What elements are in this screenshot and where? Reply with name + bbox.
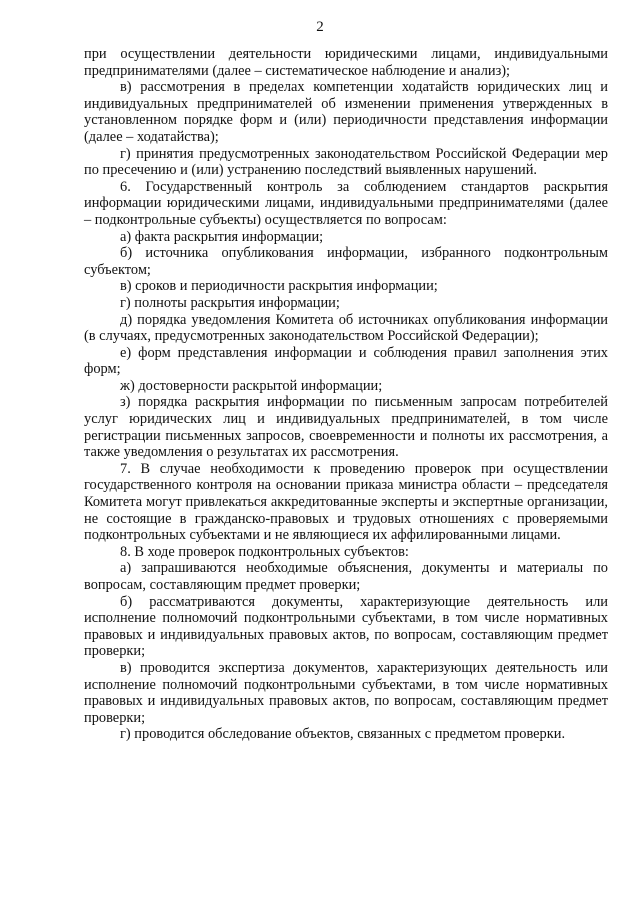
paragraph-8-b: б) рассматриваются документы, характеризующие деятельность или исполнение полномочий подконтрольными субъектами, в том числе нормативных правовых и индивидуальных правовых актов, по вопросам, составляющим предмет проверки;: [84, 593, 608, 660]
page-number: 2: [316, 19, 324, 35]
paragraph-6-g: г) полноты раскрытия информации;: [120, 294, 340, 311]
document-body: [84, 46, 608, 743]
paragraph-6: 6. Государственный контроль за соблюдением стандартов раскрытия информации юридическими лицами, индивидуальными предпринимателями (далее – подконтрольные субъекты) осуществляется по вопросам:: [84, 178, 608, 228]
paragraph-item-g-measures: г) принятия предусмотренных законодательством Российской Федерации мер по пресечению и (или) устранению последствий выявленных нарушений.: [84, 145, 608, 179]
paragraph-6-b: б) источника опубликования информации, избранного подконтрольным субъектом;: [84, 245, 608, 278]
paragraph-8: 8. В ходе проверок подконтрольных субъектов:: [120, 543, 409, 560]
paragraph-7: 7. В случае необходимости к проведению проверок при осуществлении государственного контроля на основании приказа министра области – председателя Комитета могут привлекаться аккредитованные эксперты и экспертные организации, не состоящие в гражданско-правовых и трудовых отношениях с проверяемыми подконтрольных субъектами и не являющиеся их аффилированными лицами.: [84, 460, 608, 544]
paragraph-6-zh: ж) достоверности раскрытой информации;: [120, 377, 383, 394]
paragraph-item-v-petitions: в) рассмотрения в пределах компетенции ходатайств юридических лиц и индивидуальных предпринимателей об изменении применения утвержденных в установленном порядке форм и (или) периодичности представления информации (далее – ходатайства);: [84, 79, 608, 145]
paragraph-8-a: а) запрашиваются необходимые объяснения, документы и материалы по вопросам, составляющим предмет проверки;: [84, 560, 608, 593]
paragraph-6-e: е) форм представления информации и соблюдения правил заполнения этих форм;: [84, 344, 608, 378]
paragraph-6-a: а) факта раскрытия информации;: [120, 228, 324, 245]
paragraph-6-z: з) порядка раскрытия информации по письменным запросам потребителей услуг юридических лиц и индивидуальных предпринимателей, в том числе регистрации письменных запросов, своевременности и полноты их рассмотрения, а также уведомления о результатах их рассмотрения.: [84, 394, 608, 461]
paragraph-6-v: в) сроков и периодичности раскрытия информации;: [120, 278, 438, 295]
paragraph-6-d: д) порядка уведомления Комитета об источниках опубликования информации (в случаях, предусмотренных законодательством Российской Федерации);: [84, 311, 608, 345]
paragraph-8-g: г) проводится обследование объектов, связанных с предметом проверки.: [120, 726, 566, 743]
paragraph-8-v: в) проводится экспертиза документов, характеризующих деятельность или исполнение полномочий подконтрольными субъектами, в том числе нормативных правовых и индивидуальных правовых актов, по вопросам, составляющим предмет проверки;: [84, 659, 608, 726]
paragraph-continuation: при осуществлении деятельности юридическими лицами, индивидуальными предпринимателями (далее – систематическое наблюдение и анализ);: [84, 46, 608, 79]
